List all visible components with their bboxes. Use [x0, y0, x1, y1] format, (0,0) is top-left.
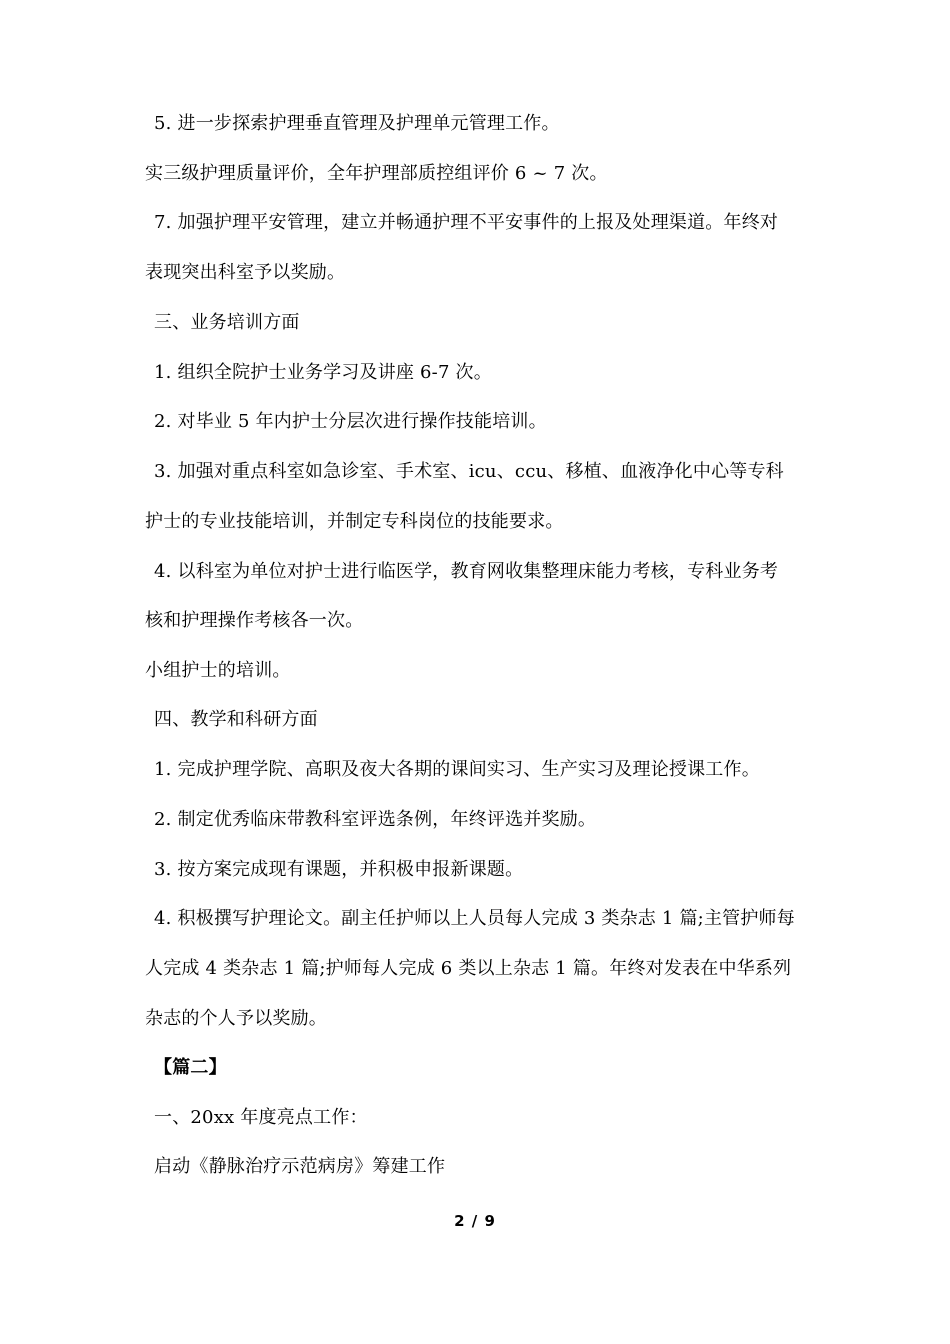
text-line: 表现突出科室予以奖励。 — [145, 262, 346, 283]
text-line: 7. 加强护理平安管理，建立并畅通护理不平安事件的上报及处理渠道。年终对 — [154, 212, 779, 233]
text-line: 实三级护理质量评价，全年护理部质控组评价 6 ~ 7 次。 — [145, 163, 608, 184]
text-line: 2. 对毕业 5 年内护士分层次进行操作技能培训。 — [154, 411, 547, 432]
section-heading: 三、业务培训方面 — [154, 312, 300, 333]
text-line: 人完成 4 类杂志 1 篇;护师每人完成 6 类以上杂志 1 篇。年终对发表在中华系列 — [145, 958, 792, 979]
text-line: 小组护士的培训。 — [145, 660, 291, 681]
page-number: 2 / 9 — [454, 1212, 496, 1230]
text-line: 护士的专业技能培训，并制定专科岗位的技能要求。 — [145, 511, 564, 532]
text-line: 5. 进一步探索护理垂直管理及护理单元管理工作。 — [154, 113, 560, 134]
text-line: 启动《静脉治疗示范病房》筹建工作 — [154, 1156, 446, 1177]
text-line: 4. 积极撰写护理论文。副主任护师以上人员每人完成 3 类杂志 1 篇;主管护师每 — [154, 908, 795, 929]
text-line: 3. 按方案完成现有课题，并积极申报新课题。 — [154, 859, 524, 880]
text-line: 2. 制定优秀临床带教科室评选条例，年终评选并奖励。 — [154, 809, 597, 830]
text-line: 4. 以科室为单位对护士进行临医学，教育网收集整理床能力考核，专科业务考 — [154, 561, 779, 582]
section-heading: 一、20xx 年度亮点工作： — [154, 1107, 368, 1128]
text-line: 1. 完成护理学院、高职及夜大各期的课间实习、生产实习及理论授课工作。 — [154, 759, 760, 780]
section-heading: 四、教学和科研方面 — [154, 709, 318, 730]
text-line: 杂志的个人予以奖励。 — [145, 1008, 327, 1029]
text-line: 1. 组织全院护士业务学习及讲座 6-7 次。 — [154, 362, 492, 383]
text-line: 核和护理操作考核各一次。 — [145, 610, 364, 631]
part-heading: 【篇二】 — [154, 1057, 227, 1078]
text-line: 3. 加强对重点科室如急诊室、手术室、icu、ccu、移植、血液净化中心等专科 — [154, 461, 784, 482]
